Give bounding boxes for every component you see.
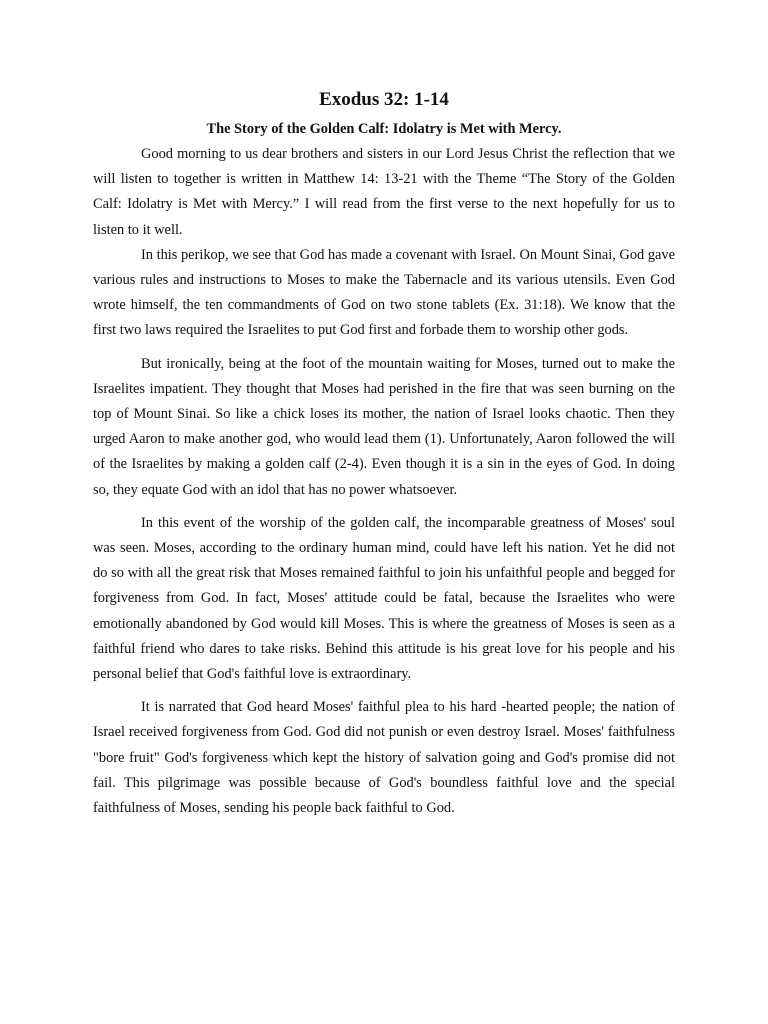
paragraph-moses-greatness: In this event of the worship of the golden calf, the incomparable greatness of Moses' soul was seen. Moses, according to the ordinary human mind, could have left his nation. Yet he did not do so with all the great risk that Moses remained faithful to join his unfaithful people and begged for forgiveness from God. In fact, Moses' attitude could be fatal, because the Israelites who were emotionally abandoned by God would kill Moses. This is where the greatness of Moses is seen as a faithful friend who dares to take risks. Behind this attitude is his great love for his people and his personal belief that God's faithful love is extraordinary. (93, 514, 675, 683)
paragraph-covenant: In this perikop, we see that God has made a covenant with Israel. On Mount Sinai, God gave various rules and instructions to Moses to make the Tabernacle and its various utensils. Even God wrote himself, the ten commandments of God on two stone tablets (Ex. 31:18). We know that the first two laws required the Israelites to put God first and forbade them to worship other gods. (93, 246, 675, 339)
document-subtitle: The Story of the Golden Calf: Idolatry is Met with Mercy. (206, 121, 562, 137)
paragraph-greeting: Good morning to us dear brothers and sisters in our Lord Jesus Christ the reflection that we will listen to together is written in Matthew 14: 13-21 with the Theme “The Story of the Golden Calf: Idolatry is Met with Mercy.” I will read from the first verse to the next hopefully for us to listen to it well. (93, 146, 675, 238)
document-content (93, 88, 675, 821)
paragraph-golden-calf: But ironically, being at the foot of the mountain waiting for Moses, turned out to make the Israelites impatient. They thought that Moses had perished in the fire that was seen burning on the top of Mount Sinai. So like a chick loses its mother, the nation of Israel looks chaotic. Then they urged Aaron to make another god, who would lead them (1). Unfortunately, Aaron followed the will of the Israelites by making a golden calf (2-4). Even though it is a sin in the eyes of God. In doing so, they equate God with an idol that has no power whatsoever. (93, 355, 675, 498)
paragraph-forgiveness: It is narrated that God heard Moses' faithful plea to his hard -hearted people; the nation of Israel received forgiveness from God. God did not punish or even destroy Israel. Moses' faithfulness "bore fruit" God's forgiveness which kept the history of salvation going and God's promise did not fail. This pilgrimage was possible because of God's boundless faithful love and the special faithfulness of Moses, sending his people back faithful to God. (93, 699, 675, 817)
document-title: Exodus 32: 1-14 (319, 89, 449, 110)
